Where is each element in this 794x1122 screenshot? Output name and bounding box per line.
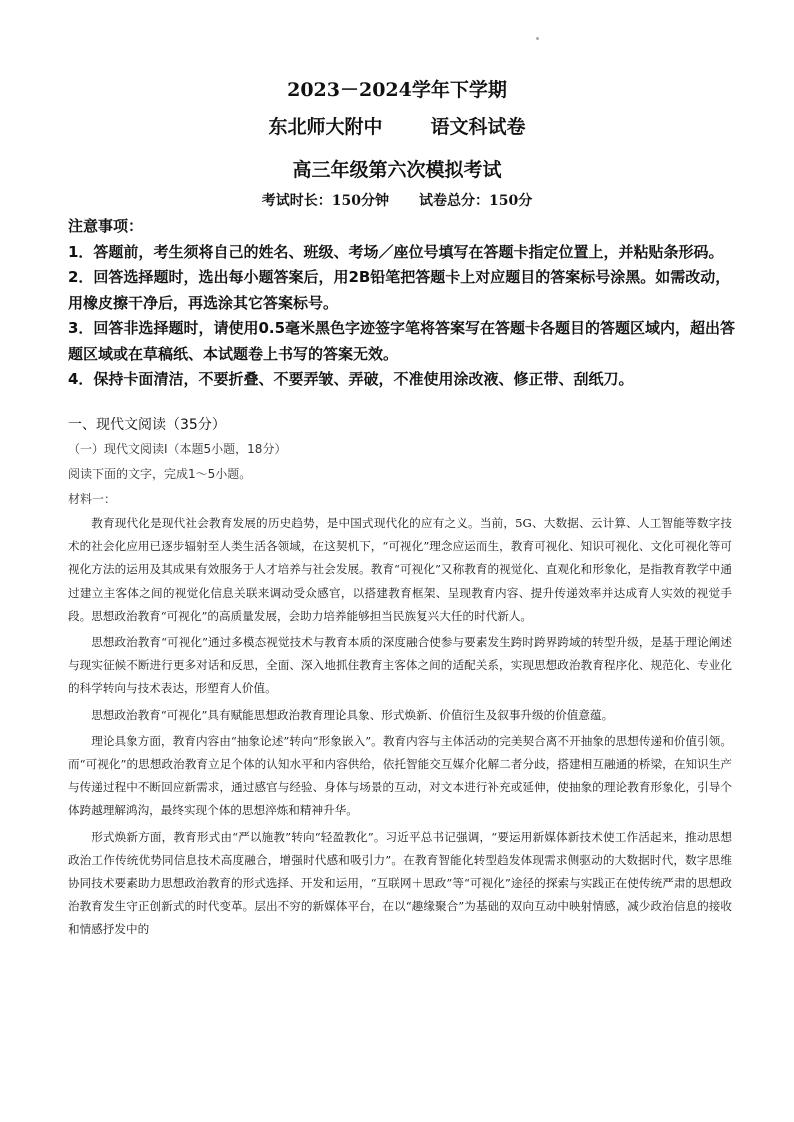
subject-name: 语文科试卷 — [430, 116, 526, 138]
paragraph: 教育现代化是现代社会教育发展的历史趋势，是中国式现代化的应有之义。当前，5G、大数据、云计算、人工智能等数字技术的社会化应用已逐步辐射至人类生活各领域，在这契机下，“可视化”理念应运而生，教育可视化、知识可视化、文化可视化等可视化方法的运用及其成果有效服务于人才培养与社会发展。教育“可视化”又称教育的视觉化、直观化和形象化，是指教育教学中通过建立主客体之间的视觉化信息关联来调动受众感官，以搭建教育框架、呈现教育内容、提升传递效率并达成育人实效的视觉手段。思想政治教育“可视化”的高质量发展，会助力培养能够担当民族复兴大任的时代新人。 — [68, 516, 732, 623]
subsection-title: （一）现代文阅读Ⅰ（本题5小题，18分） — [68, 442, 287, 456]
reading-instruction: 阅读下面的文字，完成1～5小题。 — [68, 467, 252, 481]
notice-item: 3．回答非选择题时，请使用0.5毫米黑色字迹签字笔将答案写在答题卡各题目的答题区域内，超出答题区域或在草稿纸、本试题卷上书写的答案无效。 — [68, 319, 736, 363]
section-title: 一、现代文阅读（35分） — [68, 417, 226, 433]
paragraph: 形式焕新方面，教育形式由“严以施教”转向“轻盈教化”。习近平总书记强调，“要运用新媒体新技术使工作活起来，推动思想政治工作传统优势同信息技术高度融合，增强时代感和吸引力”。在教育智能化转型趋发体现需求侧驱动的大数据时代，数字思维协同技术要素助力思想政治教育的形式选择、开发和运用，“互联网＋思政”等“可视化”途径的探索与实践正在使传统严肃的思想政治教育发生守正创新式的时代变革。层出不穷的新媒体平台，在以“趣缘聚合”为基础的双向互动中映射情感，减少政治信息的接收和情感抒发中的 — [68, 829, 732, 937]
exam-meta — [0, 190, 794, 210]
exam-title: 高三年级第六次模拟考试 — [292, 159, 502, 181]
exam-total-score: 试卷总分：150分 — [419, 193, 533, 209]
material-body — [68, 512, 732, 945]
scan-dot — [536, 37, 539, 40]
notice-title: 注意事项： — [68, 217, 144, 235]
notice-block — [68, 214, 738, 393]
paragraph: 思想政治教育“可视化”具有赋能思想政治教育理论具象、形式焕新、价值衍生及叙事升级的价值意蕴。 — [91, 707, 614, 722]
exam-duration: 考试时长：150分钟 — [261, 193, 389, 209]
school-name: 东北师大附中 — [268, 116, 383, 138]
year-term-title: 2023－2024学年下学期 — [287, 79, 507, 101]
paragraph: 思想政治教育“可视化”通过多模态视觉技术与教育本质的深度融合使参与要素发生跨时跨界跨域的转型升级，是基于理论阐述与现实征候不断进行更多对话和反思，全面、深入地抓住教育主客体之间的适配关系，实现思想政治教育程序化、规范化、专业化的科学转向与技术表达，形塑育人价值。 — [68, 635, 732, 696]
notice-item: 2．回答选择题时，选出每小题答案后，用2B铅笔把答题卡上对应题目的答案标号涂黑。如需改动，用橡皮擦干净后，再选涂其它答案标号。 — [68, 268, 731, 312]
notice-item: 1．答题前，考生须将自己的姓名、班级、考场／座位号填写在答题卡指定位置上，并粘贴条形码。 — [68, 242, 724, 261]
school-subject-line — [0, 112, 794, 139]
material-label: 材料一： — [68, 492, 117, 506]
paragraph: 理论具象方面，教育内容由“抽象论述”转向“形象嵌入”。教育内容与主体活动的完美契合离不开抽象的思想传递和价值引领。而“可视化”的思想政治教育立足个体的认知水平和内容供给，依托智能交互媒介化解二者分歧，搭建相互融通的桥梁，在知识生产与传递过程中不断回应新需求，通过感官与经验、身体与场景的互动，对文本进行补充或延伸，使抽象的理论教育形象化，引导个体跨越理解鸿沟，最终实现个体的思想淬炼和精神升华。 — [68, 733, 732, 818]
notice-item: 4．保持卡面清洁，不要折叠、不要弄皱、弄破，不准使用涂改液、修正带、刮纸刀。 — [68, 370, 634, 388]
